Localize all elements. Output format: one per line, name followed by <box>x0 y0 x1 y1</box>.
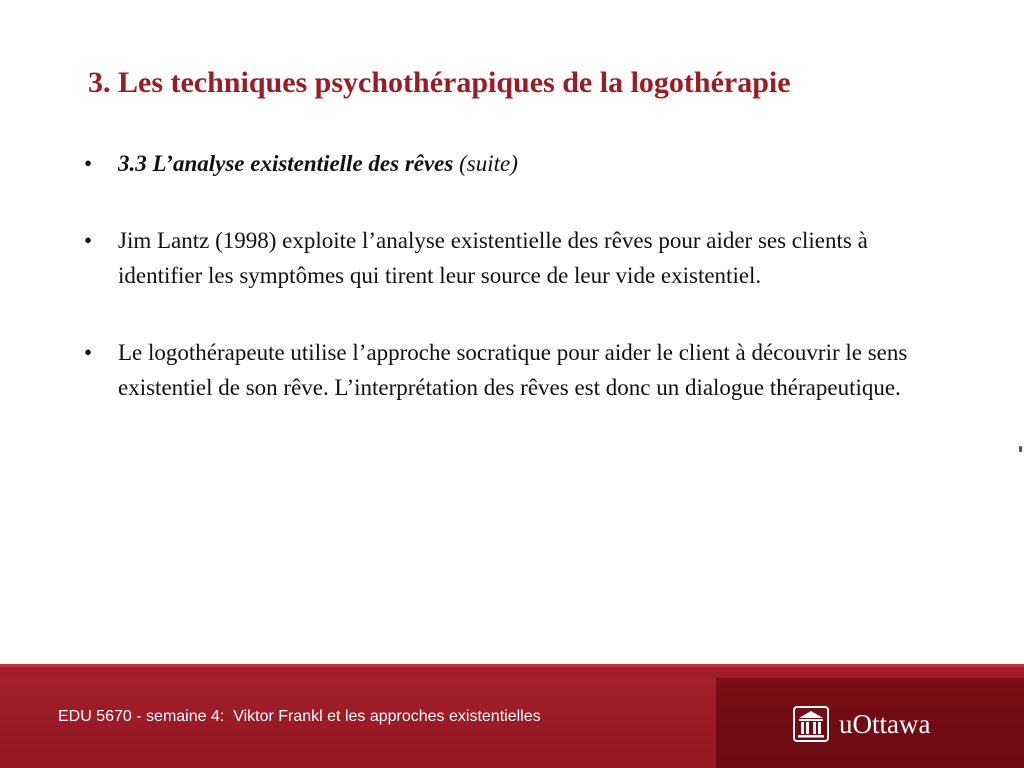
bullet-text: Le logothérapeute utilise l’approche socratique pour aider le client à découvrir le sens existentiel de son rêve. L’interprétation des rêves est donc un dialogue thérapeutique. <box>118 340 908 400</box>
bullet-marker: • <box>83 340 93 365</box>
bullet-item-socratic <box>80 335 930 405</box>
university-building-icon <box>793 706 829 742</box>
uottawa-logo <box>793 704 930 744</box>
bullet-item-lantz <box>80 223 930 293</box>
bullet-text: Jim Lantz (1998) exploite l’analyse existentielle des rêves pour aider ses clients à identifier les symptômes qui tirent leur source de leur vide existentiel. <box>118 228 868 288</box>
section-heading-suffix: (suite) <box>453 151 518 176</box>
slide-title: 3. Les techniques psychothérapiques de la logothérapie <box>88 66 791 99</box>
bullet-item-section-heading <box>80 146 930 181</box>
bullet-marker: • <box>83 228 93 253</box>
section-heading: 3.3 L’analyse existentielle des rêves <box>118 151 454 176</box>
course-footer-text: EDU 5670 - semaine 4: Viktor Frankl et les approches existentielles <box>58 708 541 725</box>
footer-top-rule <box>0 664 1024 667</box>
edge-mark <box>1019 446 1022 452</box>
bullet-marker: • <box>83 151 93 176</box>
logo-wordmark: uOttawa <box>839 708 931 739</box>
bullet-list <box>80 146 930 405</box>
